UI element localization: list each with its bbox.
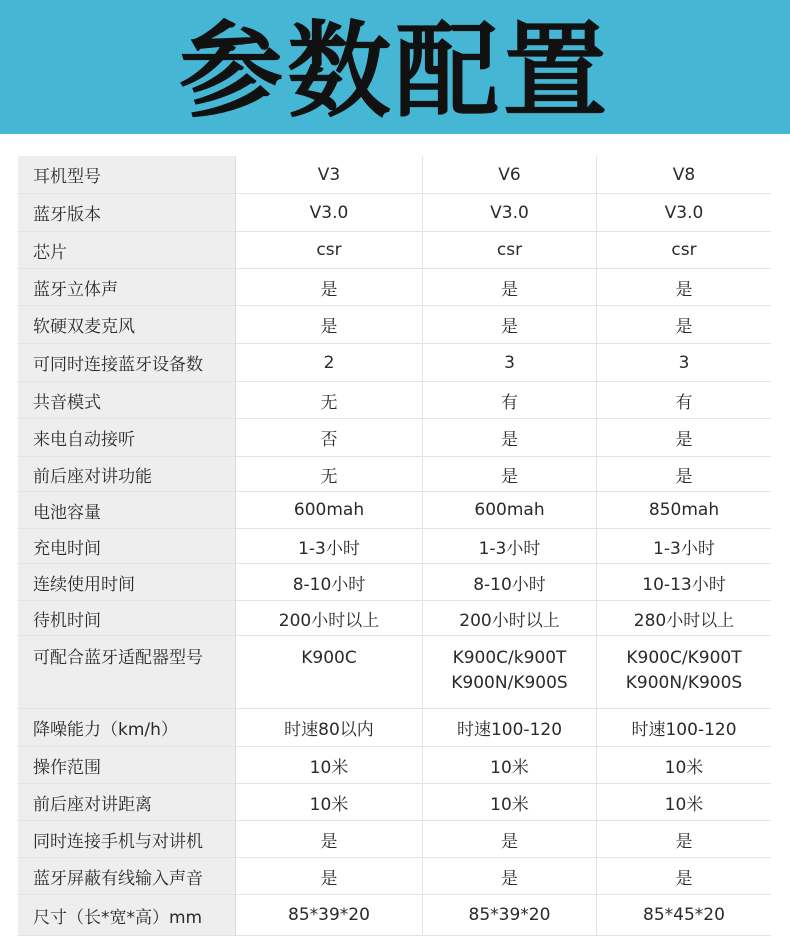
row-label: 芯片 (18, 232, 236, 268)
value-cell (423, 492, 597, 528)
value-text: 时速80以内 (284, 720, 374, 740)
value-cell (236, 636, 423, 708)
value-text: 是 (320, 317, 338, 337)
value-cell (236, 564, 423, 600)
value-cell (423, 821, 597, 857)
value-text: 8-10小时 (292, 574, 366, 595)
model-v6-header: V6 (423, 156, 597, 193)
value-text: 8-10小时 (473, 574, 546, 595)
row-label: 连续使用时间 (18, 564, 236, 600)
value-text: 85*39*20 (288, 905, 370, 925)
value-text: 是 (675, 466, 693, 487)
value-text: 200小时以上 (278, 610, 380, 631)
value-cell (236, 709, 423, 746)
table-row (18, 709, 771, 747)
value-cell (236, 747, 423, 783)
value-cell (423, 344, 597, 381)
table-row (18, 529, 771, 564)
value-text: 3 (678, 352, 690, 373)
table-row (18, 821, 771, 858)
value-text: 3 (504, 352, 515, 373)
table-row (18, 457, 771, 492)
value-text: V3.0 (309, 202, 349, 223)
value-cell (423, 306, 597, 343)
value-cell (236, 784, 423, 820)
page-title: 参数配置 (178, 10, 611, 132)
row-label: 可配合蓝牙适配器型号 (18, 636, 236, 708)
value-text: 10米 (664, 757, 704, 778)
value-cell (423, 382, 597, 418)
value-cell (423, 709, 597, 746)
value-cell (597, 858, 771, 894)
value-text: 85*39*20 (468, 905, 551, 925)
table-row (18, 419, 771, 457)
value-text: 时速100-120 (456, 720, 563, 740)
value-text: 时速100-120 (631, 720, 737, 740)
value-cell (597, 232, 771, 268)
value-text: 10米 (309, 794, 349, 815)
value-cell (423, 457, 597, 491)
value-cell (597, 895, 771, 935)
value-text: K900N/K900S (625, 673, 743, 693)
table-row (18, 269, 771, 306)
value-cell (423, 601, 597, 635)
value-text: 是 (320, 279, 338, 300)
value-text: K900C/k900T (452, 648, 567, 668)
value-text: 600mah (293, 500, 365, 520)
value-cell (597, 344, 771, 381)
value-text: 600mah (474, 500, 545, 520)
value-cell (236, 382, 423, 418)
value-cell (597, 709, 771, 746)
value-cell (597, 784, 771, 820)
value-text: 200小时以上 (459, 610, 560, 631)
value-cell (597, 529, 771, 563)
value-cell (423, 232, 597, 268)
value-cell (236, 529, 423, 563)
value-text: 是 (675, 279, 693, 300)
value-text: 无 (320, 466, 338, 487)
value-text: 10米 (490, 757, 529, 778)
value-cell (236, 457, 423, 491)
value-cell (236, 821, 423, 857)
row-label: 降噪能力（km/h） (18, 709, 236, 746)
table-row (18, 784, 771, 821)
value-cell (236, 858, 423, 894)
value-text: K900C (301, 648, 357, 668)
row-label: 来电自动接听 (18, 419, 236, 456)
value-text: 10-13小时 (642, 574, 726, 595)
value-text: 无 (320, 392, 338, 413)
value-cell (423, 419, 597, 456)
value-text: 是 (320, 868, 338, 889)
value-cell (423, 529, 597, 563)
value-text: 是 (501, 430, 518, 450)
value-text: 有 (675, 392, 693, 413)
table-row (18, 194, 771, 232)
value-cell (597, 382, 771, 418)
value-text: 2 (323, 352, 335, 373)
value-text: V3.0 (664, 202, 704, 223)
row-label: 可同时连接蓝牙设备数 (18, 344, 236, 381)
table-row (18, 382, 771, 419)
value-cell (423, 564, 597, 600)
value-text: 否 (320, 430, 338, 450)
value-cell (597, 564, 771, 600)
value-text: 1-3小时 (478, 538, 541, 559)
value-cell (597, 419, 771, 456)
value-cell (423, 895, 597, 935)
row-label: 充电时间 (18, 529, 236, 563)
table-row (18, 747, 771, 784)
value-text: 10米 (490, 794, 529, 815)
row-label: 蓝牙立体声 (18, 269, 236, 305)
value-text: 是 (675, 317, 693, 337)
value-cell (236, 194, 423, 231)
value-text: 850mah (648, 500, 720, 520)
row-label: 前后座对讲距离 (18, 784, 236, 820)
value-cell (236, 344, 423, 381)
value-cell (423, 636, 597, 708)
table-row (18, 636, 771, 709)
value-text: K900C/K900T (626, 648, 742, 668)
value-cell (236, 232, 423, 268)
row-label: 操作范围 (18, 747, 236, 783)
spec-table (18, 156, 771, 936)
row-label: 蓝牙版本 (18, 194, 236, 231)
row-label: 前后座对讲功能 (18, 457, 236, 491)
value-cell (423, 269, 597, 305)
row-label: 待机时间 (18, 601, 236, 635)
row-label: 共音模式 (18, 382, 236, 418)
value-text: 是 (675, 831, 693, 852)
value-cell (236, 306, 423, 343)
value-cell (597, 269, 771, 305)
model-v3-header: V3 (236, 156, 423, 193)
value-text: 是 (675, 868, 693, 889)
table-row (18, 232, 771, 269)
value-cell (597, 194, 771, 231)
value-cell (597, 457, 771, 491)
table-row (18, 344, 771, 382)
model-v8-header: V8 (672, 164, 696, 185)
value-cell (236, 269, 423, 305)
table-row (18, 858, 771, 895)
value-cell (236, 419, 423, 456)
value-cell (597, 492, 771, 528)
row-label: 尺寸（长*宽*高）mm (18, 895, 236, 935)
value-text: 是 (320, 831, 338, 852)
value-text: 10米 (309, 757, 349, 778)
table-row (18, 564, 771, 601)
value-text: csr (316, 240, 342, 260)
value-text: 是 (501, 466, 518, 487)
value-text: 是 (501, 317, 518, 337)
value-cell (597, 306, 771, 343)
value-cell (423, 747, 597, 783)
value-text: csr (496, 240, 523, 260)
value-text: 280小时以上 (633, 610, 735, 631)
value-cell (597, 747, 771, 783)
value-cell (423, 858, 597, 894)
row-label: 软硬双麦克风 (18, 306, 236, 343)
table-row (18, 895, 771, 936)
value-text: 85*45*20 (643, 905, 725, 925)
title-banner (0, 0, 790, 134)
value-text: csr (671, 240, 697, 260)
header-label: 耳机型号 (18, 156, 236, 193)
row-label: 蓝牙屏蔽有线输入声音 (18, 858, 236, 894)
table-row (18, 492, 771, 529)
value-cell (423, 784, 597, 820)
value-cell (236, 492, 423, 528)
row-label: 同时连接手机与对讲机 (18, 821, 236, 857)
value-text: 有 (501, 392, 518, 413)
value-text: V3.0 (490, 202, 529, 223)
table-header-row (18, 156, 771, 194)
value-text: 是 (675, 430, 693, 450)
value-text: 是 (501, 868, 518, 889)
value-cell (597, 601, 771, 635)
value-text: 10米 (664, 794, 704, 815)
row-label: 电池容量 (18, 492, 236, 528)
table-row (18, 601, 771, 636)
table-row (18, 306, 771, 344)
value-text: 是 (501, 831, 518, 852)
value-cell (236, 601, 423, 635)
value-text: K900N/K900S (451, 673, 568, 693)
value-cell (597, 821, 771, 857)
value-text: 是 (501, 279, 518, 300)
value-text: 1-3小时 (298, 538, 360, 559)
value-cell (423, 194, 597, 231)
value-text: 1-3小时 (653, 538, 715, 559)
value-cell (236, 895, 423, 935)
value-cell (597, 636, 771, 708)
